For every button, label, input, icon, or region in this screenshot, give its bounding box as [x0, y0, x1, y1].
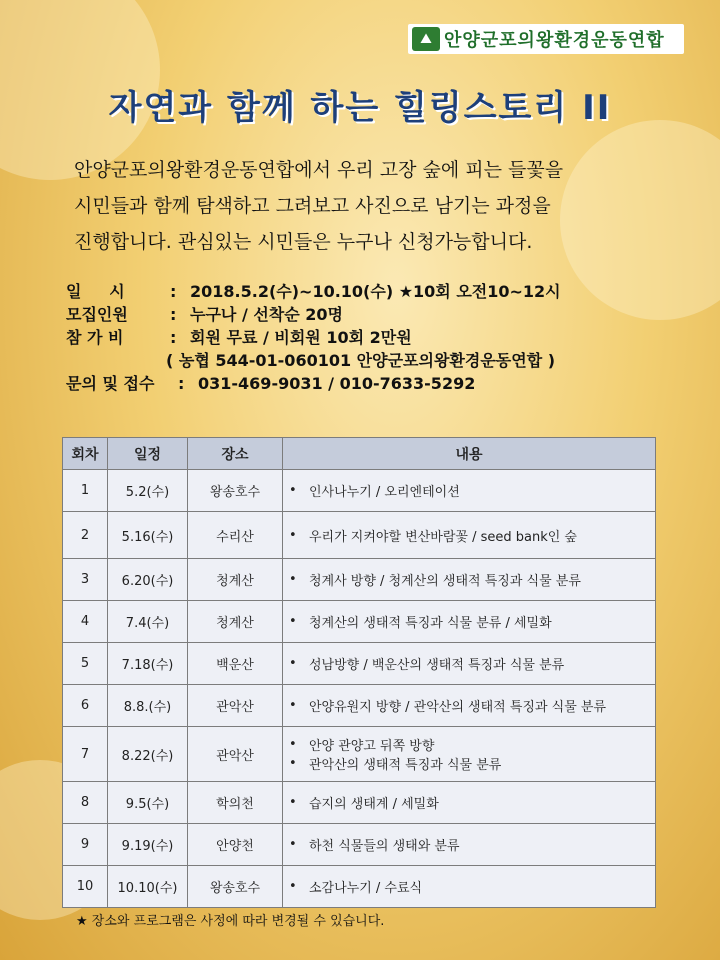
- bullet-icon: •: [289, 756, 297, 771]
- date-cell: 8.8.(수): [108, 685, 188, 727]
- bullet-icon: •: [289, 837, 297, 852]
- date-cell: 5.16(수): [108, 512, 188, 559]
- content-cell: [283, 824, 656, 866]
- info-contact: [66, 372, 561, 395]
- date-cell: 7.18(수): [108, 643, 188, 685]
- place-cell: 청계산: [188, 559, 283, 601]
- content-text: 습지의 생태계 / 세밀화: [309, 797, 439, 812]
- bullet-icon: •: [289, 698, 297, 713]
- info-separator: :: [170, 305, 177, 324]
- content-text: 안양유원지 방향 / 관악산의 생태적 특징과 식물 분류: [309, 700, 607, 715]
- info-label: 참 가 비: [66, 328, 124, 347]
- content-text: 청계산의 생태적 특징과 식물 분류 / 세밀화: [309, 616, 552, 631]
- header-date: 일정: [108, 438, 188, 470]
- bullet-icon: •: [289, 737, 297, 752]
- session-cell: 7: [63, 727, 108, 782]
- page-title: 자연과 함께 하는 힐링스토리 II: [108, 88, 612, 128]
- program-info: [66, 280, 561, 395]
- place-cell: 안양천: [188, 824, 283, 866]
- place-cell: 왕송호수: [188, 470, 283, 512]
- content-item: [289, 526, 654, 545]
- info-value: 031-469-9031 / 010-7633-5292: [198, 374, 476, 393]
- content-cell: [283, 685, 656, 727]
- bullet-icon: •: [289, 656, 297, 671]
- content-text: 인사나누기 / 오리엔테이션: [309, 485, 460, 500]
- date-cell: 9.5(수): [108, 782, 188, 824]
- date-cell: 9.19(수): [108, 824, 188, 866]
- content-text: 소감나누기 / 수료식: [309, 881, 423, 896]
- content-cell: [283, 727, 656, 782]
- organization-logo: [408, 24, 684, 54]
- content-item: [289, 654, 654, 673]
- date-cell: 6.20(수): [108, 559, 188, 601]
- intro-paragraph: [74, 152, 563, 260]
- bank-account: ( 농협 544-01-060101 안양군포의왕환경운동연합 ): [166, 351, 556, 370]
- content-cell: [283, 866, 656, 908]
- content-cell: [283, 470, 656, 512]
- header-place: 장소: [188, 438, 283, 470]
- bullet-icon: •: [289, 572, 297, 587]
- table-header-row: [63, 438, 656, 470]
- content-cell: [283, 643, 656, 685]
- org-logo-icon: ⛰: [412, 27, 440, 51]
- content-cell: [283, 782, 656, 824]
- info-value: 회원 무료 / 비회원 10회 2만원: [190, 328, 412, 347]
- date-cell: 7.4(수): [108, 601, 188, 643]
- info-separator: :: [178, 374, 185, 393]
- background-flower-decoration: [560, 120, 720, 320]
- info-value: 누구나 / 선착순 20명: [190, 305, 344, 324]
- info-value: 2018.5.2(수)~10.10(수) ★10회 오전10~12시: [190, 282, 561, 301]
- content-text: 관악산의 생태적 특징과 식물 분류: [309, 758, 502, 773]
- content-text: 하천 식물들의 생태와 분류: [309, 839, 460, 854]
- intro-line: 시민들과 함께 탐색하고 그려보고 사진으로 남기는 과정을: [74, 195, 551, 217]
- session-cell: 2: [63, 512, 108, 559]
- session-cell: 4: [63, 601, 108, 643]
- bullet-icon: •: [289, 483, 297, 498]
- table-row: [63, 601, 656, 643]
- content-item: [289, 835, 654, 854]
- info-fee: [66, 326, 561, 349]
- session-cell: 6: [63, 685, 108, 727]
- content-text: 안양 관양고 뒤쪽 방향: [309, 739, 435, 754]
- date-cell: 5.2(수): [108, 470, 188, 512]
- content-text: 우리가 지켜야할 변산바람꽃 / seed bank인 숲: [309, 529, 577, 545]
- session-cell: 8: [63, 782, 108, 824]
- table-row: [63, 824, 656, 866]
- content-cell: [283, 559, 656, 601]
- table-row: [63, 866, 656, 908]
- header-content: 내용: [283, 438, 656, 470]
- content-cell: [283, 512, 656, 559]
- content-item: [289, 793, 654, 812]
- info-separator: :: [170, 282, 177, 301]
- session-cell: 9: [63, 824, 108, 866]
- info-label: 모집인원: [66, 305, 128, 324]
- table-row: [63, 685, 656, 727]
- session-cell: 10: [63, 866, 108, 908]
- table-row: [63, 643, 656, 685]
- header-session: 회차: [63, 438, 108, 470]
- session-cell: 3: [63, 559, 108, 601]
- info-schedule: [66, 280, 561, 303]
- intro-line: 진행합니다. 관심있는 시민들은 누구나 신청가능합니다.: [74, 231, 533, 253]
- content-item: [289, 481, 654, 500]
- session-cell: 1: [63, 470, 108, 512]
- session-cell: 5: [63, 643, 108, 685]
- info-recruit: [66, 303, 561, 326]
- table-row: [63, 470, 656, 512]
- info-label: 일 시: [66, 282, 125, 301]
- bullet-icon: •: [289, 527, 297, 543]
- bullet-icon: •: [289, 879, 297, 894]
- place-cell: 왕송호수: [188, 866, 283, 908]
- info-separator: :: [170, 328, 177, 347]
- place-cell: 학의천: [188, 782, 283, 824]
- content-item: [289, 696, 654, 715]
- content-item: [289, 735, 654, 754]
- content-item: [289, 877, 654, 896]
- schedule-table: [62, 437, 656, 908]
- content-text: 청계사 방향 / 청계산의 생태적 특징과 식물 분류: [309, 574, 581, 589]
- place-cell: 청계산: [188, 601, 283, 643]
- table-row: [63, 512, 656, 559]
- place-cell: 관악산: [188, 727, 283, 782]
- change-notice: ★ 장소와 프로그램은 사정에 따라 변경될 수 있습니다.: [76, 914, 385, 929]
- bullet-icon: •: [289, 614, 297, 629]
- place-cell: 백운산: [188, 643, 283, 685]
- table-row: [63, 727, 656, 782]
- place-cell: 수리산: [188, 512, 283, 559]
- date-cell: 8.22(수): [108, 727, 188, 782]
- place-cell: 관악산: [188, 685, 283, 727]
- content-cell: [283, 601, 656, 643]
- date-cell: 10.10(수): [108, 866, 188, 908]
- organization-name: 안양군포의왕환경운동연합: [444, 30, 665, 51]
- table-row: [63, 559, 656, 601]
- content-text: 성남방향 / 백운산의 생태적 특징과 식물 분류: [309, 658, 565, 673]
- content-item: [289, 570, 654, 589]
- bullet-icon: •: [289, 795, 297, 810]
- content-item: [289, 754, 654, 773]
- content-item: [289, 612, 654, 631]
- table-row: [63, 782, 656, 824]
- intro-line: 안양군포의왕환경운동연합에서 우리 고장 숲에 피는 들꽃을: [74, 159, 564, 181]
- info-label: 문의 및 접수: [66, 374, 155, 393]
- info-account: [66, 349, 561, 372]
